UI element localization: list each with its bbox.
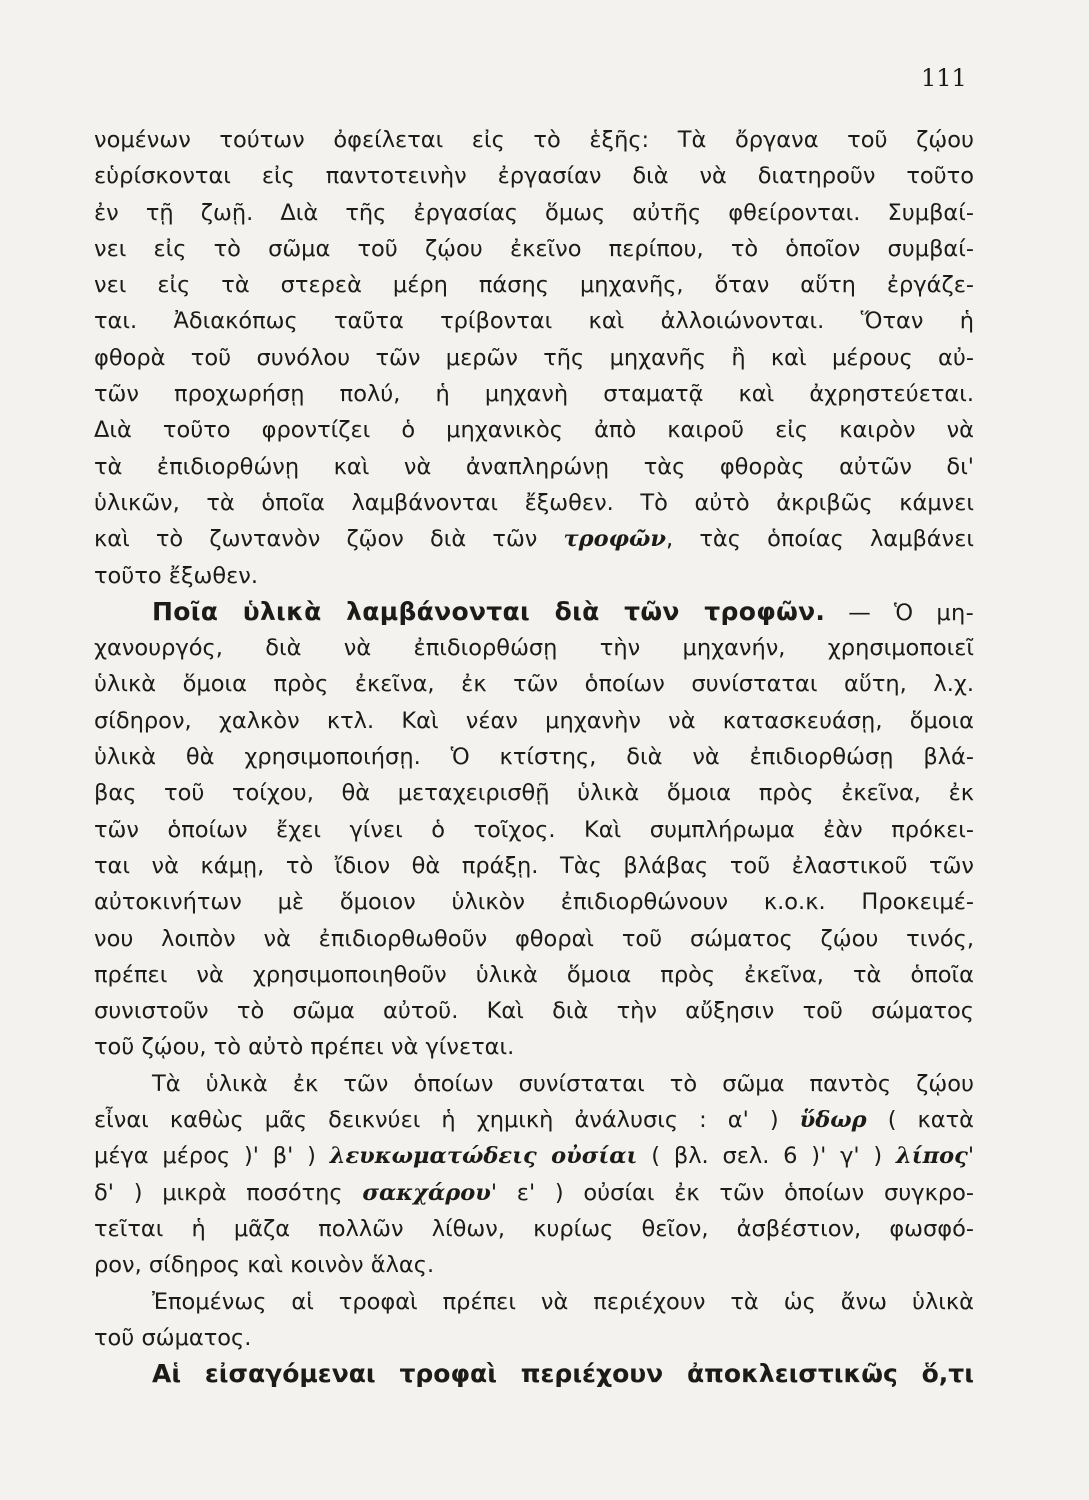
text-line: τῶν ὁποίων ἔχει γίνει ὁ τοῖχος. Καὶ συμπλήρωμα ἐὰν πρόκει- (94, 816, 974, 843)
emphasis-term: ὕδωρ (799, 1107, 867, 1134)
text-line (94, 1102, 974, 1138)
text-fragment: ( βλ. σελ. 6 )' γ' ) (637, 1143, 896, 1170)
section-heading: Ποῖα ὑλικὰ λαμβάνονται διὰ τῶν τροφῶν. (152, 596, 826, 626)
text-line: Τὰ ὑλικὰ ἐκ τῶν ὁποίων συνίσταται τὸ σῶμα παντὸς ζῴου (152, 1070, 974, 1097)
text-fragment: μέγα μέρος )' β' ) (94, 1143, 330, 1170)
text-line: τοῦ ζῴου, τὸ αὐτὸ πρέπει νὰ γίνεται. (94, 1034, 515, 1061)
text-line (94, 1138, 974, 1174)
emphasis-term: σακχάρου (362, 1179, 491, 1206)
text-line: Διὰ τοῦτο φροντίζει ὁ μηχανικὸς ἀπὸ καιροῦ εἰς καιρὸν νὰ (94, 417, 974, 444)
text-line: χανουργός, διὰ νὰ ἐπιδιορθώσῃ τὴν μηχανήν, χρησιμοποιεῖ (94, 635, 974, 662)
text-fragment: — Ὁ μη- (825, 599, 974, 626)
text-line: ται. Ἀδιακόπως ταῦτα τρίβονται καὶ ἀλλοιώνονται. Ὅταν ἡ (94, 308, 974, 335)
text-line: ὑλικῶν, τὰ ὁποῖα λαμβάνονται ἔξωθεν. Τὸ αὐτὸ ἀκριβῶς κάμνει (94, 489, 974, 516)
text-line: πρέπει νὰ χρησιμοποιηθοῦν ὑλικὰ ὅμοια πρὸς ἐκεῖνα, τὰ ὁποῖα (94, 961, 974, 988)
section-heading-line (94, 594, 974, 630)
text-line: νου λοιπὸν νὰ ἐπιδιορθωθοῦν φθοραὶ τοῦ σώματος ζῴου τινός, (94, 925, 974, 952)
text-fragment: ( κατὰ (866, 1107, 974, 1134)
text-line: τοῦ σώματος. (94, 1324, 252, 1351)
text-line: εὑρίσκονται εἰς παντοτεινὴν ἐργασίαν διὰ νὰ διατηροῦν τοῦτο (94, 163, 974, 190)
text-line: νει εἰς τὰ στερεὰ μέρη πάσης μηχανῆς, ὅταν αὕτη ἐργάζε- (94, 272, 974, 299)
text-fragment: εἶναι καθὼς μᾶς δεικνύει ἡ χημικὴ ἀνάλυσις : α' ) (94, 1107, 800, 1134)
text-line: ἐν τῇ ζωῇ. Διὰ τῆς ἐργασίας ὅμως αὐτῆς φθείρονται. Συμβαί- (94, 199, 974, 226)
text-line: σίδηρον, χαλκὸν κτλ. Καὶ νέαν μηχανὴν νὰ κατασκευάσῃ, ὅμοια (94, 707, 974, 734)
emphasis-term: τροφῶν (563, 526, 667, 553)
text-line: φθορὰ τοῦ συνόλου τῶν μερῶν τῆς μηχανῆς ἢ καὶ μέρους αὐ- (94, 344, 974, 371)
text-line (94, 521, 974, 557)
text-line: τὰ ἐπιδιορθώνῃ καὶ νὰ ἀναπληρώνῃ τὰς φθορὰς αὐτῶν δι' (94, 453, 974, 480)
text-line (94, 1175, 974, 1211)
text-line: ὑλικὰ θὰ χρησιμοποιήσῃ. Ὁ κτίστης, διὰ νὰ ἐπιδιορθώσῃ βλά- (94, 744, 974, 771)
text-fragment: δ' ) μικρὰ ποσότης (94, 1179, 363, 1206)
text-line: αὐτοκινήτων μὲ ὅμοιον ὑλικὸν ἐπιδιορθώνουν κ.ο.κ. Προκειμέ- (94, 889, 974, 916)
text-line: τῶν προχωρήσῃ πολύ, ἡ μηχανὴ σταματᾷ καὶ ἀχρηστεύεται. (94, 381, 974, 408)
emphasis-term: λευκωματώδεις οὐσίαι (329, 1143, 638, 1170)
text-fragment: ' (967, 1143, 974, 1170)
body-text (94, 122, 974, 1392)
text-line: συνιστοῦν τὸ σῶμα αὐτοῦ. Καὶ διὰ τὴν αὔξησιν τοῦ σώματος (94, 998, 974, 1025)
bold-text-line: Αἱ εἰσαγόμεναι τροφαὶ περιέχουν ἀποκλειστικῶς ὅ,τι (152, 1359, 974, 1389)
text-line: ὑλικὰ ὅμοια πρὸς ἐκεῖνα, ἐκ τῶν ὁποίων συνίσταται αὕτη, λ.χ. (94, 671, 974, 698)
text-fragment: ' ε' ) οὐσίαι ἐκ τῶν ὁποίων συγκρο- (490, 1179, 974, 1206)
text-line: Ἐπομένως αἱ τροφαὶ πρέπει νὰ περιέχουν τὰ ὡς ἄνω ὑλικὰ (152, 1288, 974, 1315)
text-line: νει εἰς τὸ σῶμα τοῦ ζῴου ἐκεῖνο περίπου, τὸ ὁποῖον συμβαί- (94, 235, 974, 262)
text-fragment: καὶ τὸ ζωντανὸν ζῷον διὰ τῶν (94, 526, 564, 553)
text-line: βας τοῦ τοίχου, θὰ μεταχειρισθῇ ὑλικὰ ὅμοια πρὸς ἐκεῖνα, ἐκ (94, 780, 974, 807)
text-line: τεῖται ἡ μᾶζα πολλῶν λίθων, κυρίως θεῖον, ἀσβέστιον, φωσφό- (94, 1215, 974, 1242)
text-line: νομένων τούτων ὀφείλεται εἰς τὸ ἑξῆς: Τὰ ὄργανα τοῦ ζῴου (94, 127, 974, 153)
emphasis-term: λίπος (895, 1143, 968, 1170)
page-number: 111 (921, 64, 967, 92)
text-line: ρον, σίδηρος καὶ κοινὸν ἅλας. (94, 1252, 435, 1279)
text-line: τοῦτο ἔξωθεν. (94, 562, 258, 589)
text-fragment: , τὰς ὁποίας λαμβάνει (666, 526, 974, 553)
text-line: ται νὰ κάμῃ, τὸ ἴδιον θὰ πράξῃ. Τὰς βλάβας τοῦ ἐλαστικοῦ τῶν (94, 852, 974, 879)
